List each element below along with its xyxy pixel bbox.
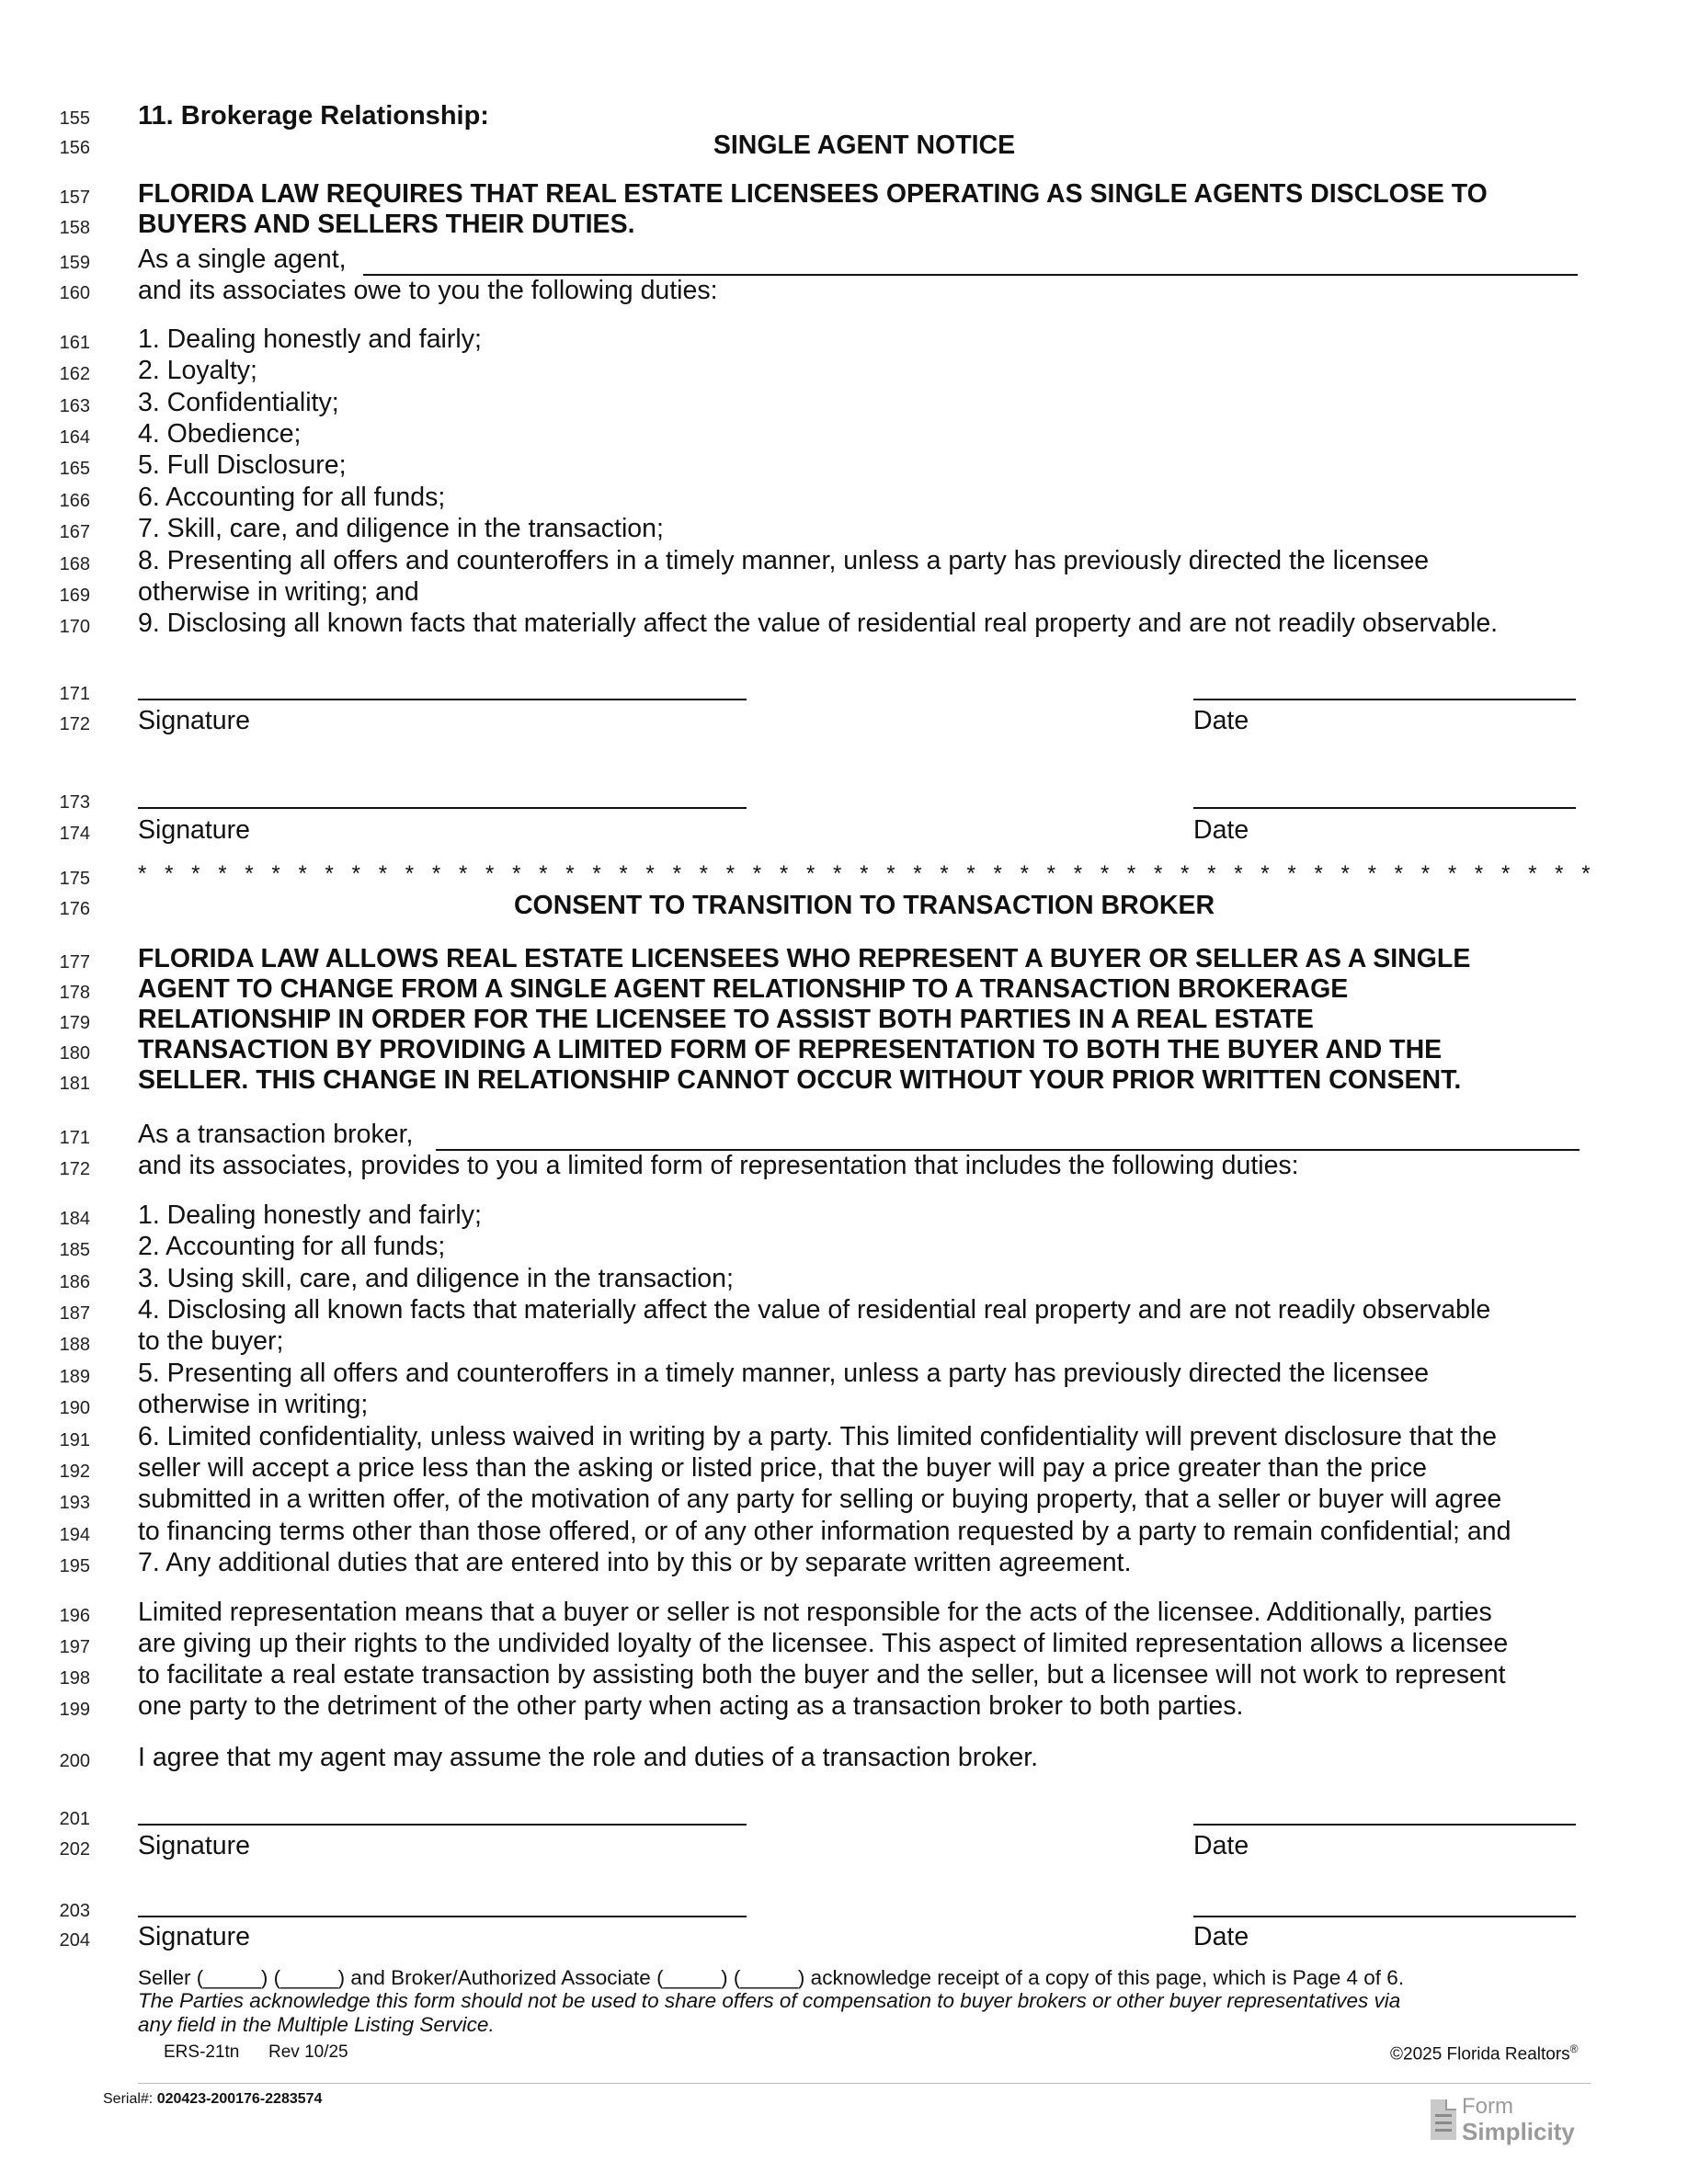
line-number: 173	[59, 792, 90, 813]
serial-value: 020423-200176-2283574	[156, 2091, 323, 2107]
consent-bold-line: FLORIDA LAW ALLOWS REAL ESTATE LICENSEES WHO REPRESENT A BUYER OR SELLER AS A SINGLE	[138, 944, 1471, 973]
date-label: Date	[1193, 1831, 1249, 1860]
single-duty-item: 6. Accounting for all funds;	[138, 483, 446, 512]
consent-bold-line: RELATIONSHIP IN ORDER FOR THE LICENSEE TO ASSIST BOTH PARTIES IN A REAL ESTATE	[138, 1005, 1314, 1034]
date-label: Date	[1193, 815, 1249, 845]
tb-duty-item: to the buyer;	[138, 1326, 284, 1356]
line-number: 160	[59, 283, 90, 303]
line-number: 162	[59, 364, 90, 384]
notice-bold-line: FLORIDA LAW REQUIRES THAT REAL ESTATE LICENSEES OPERATING AS SINGLE AGENTS DISCLOSE TO	[138, 179, 1488, 209]
line-number: 185	[59, 1240, 90, 1260]
logo-text-form: Form	[1462, 2094, 1513, 2119]
line-number: 178	[59, 983, 90, 1003]
line-number: 191	[59, 1430, 90, 1450]
line-number: 184	[59, 1209, 90, 1229]
single-duty-item: 1. Dealing honestly and fairly;	[138, 324, 482, 354]
line-number: 171	[59, 1128, 90, 1148]
line-number: 194	[59, 1525, 90, 1545]
line-number: 180	[59, 1043, 90, 1064]
form-simplicity-logo	[1431, 2094, 1605, 2147]
registered-mark: ®	[1569, 2042, 1579, 2055]
signature-label: Signature	[138, 1831, 251, 1860]
serial-label: Serial#:	[103, 2091, 154, 2107]
date-label: Date	[1193, 706, 1249, 735]
line-number: 181	[59, 1074, 90, 1094]
date-line[interactable]	[1193, 1916, 1576, 1917]
line-number: 174	[59, 824, 90, 844]
tb-duty-item: otherwise in writing;	[138, 1390, 369, 1419]
consent-bold-line: SELLER. THIS CHANGE IN RELATIONSHIP CANNOT OCCUR WITHOUT YOUR PRIOR WRITTEN CONSENT.	[138, 1065, 1462, 1095]
compensation-note: The Parties acknowledge this form should not be used to share offers of compensation to buyer brokers or other buyer representatives via	[138, 1989, 1401, 2012]
single-agent-owe-text: and its associates owe to you the following duties:	[138, 276, 718, 305]
single-agent-label: As a single agent,	[138, 245, 347, 274]
form-id: ERS-21tn	[164, 2042, 240, 2062]
line-number: 203	[59, 1901, 90, 1921]
line-number: 189	[59, 1367, 90, 1387]
single-agent-notice-title: SINGLE AGENT NOTICE	[713, 131, 1016, 160]
line-number: 202	[59, 1839, 90, 1860]
line-number: 172	[59, 1159, 90, 1179]
date-label: Date	[1193, 1922, 1249, 1951]
line-number: 165	[59, 459, 90, 479]
tb-duty-item: 5. Presenting all offers and counteroffers in a timely manner, unless a party has previously directed the licensee	[138, 1359, 1430, 1388]
document-icon	[1431, 2099, 1456, 2140]
signature-line[interactable]	[138, 699, 747, 700]
line-number: 187	[59, 1303, 90, 1324]
consent-title: CONSENT TO TRANSITION TO TRANSACTION BROKER	[513, 891, 1215, 920]
compensation-note: any field in the Multiple Listing Service.	[138, 2013, 495, 2036]
single-duty-item: 7. Skill, care, and diligence in the transaction;	[138, 514, 664, 543]
form-revision: Rev 10/25	[268, 2042, 348, 2062]
line-number: 156	[59, 138, 90, 158]
line-number: 161	[59, 333, 90, 353]
line-number: 188	[59, 1335, 90, 1355]
single-duty-item: 4. Obedience;	[138, 419, 302, 449]
single-duty-item: 9. Disclosing all known facts that materially affect the value of residential real property and are not readily observable.	[138, 609, 1499, 638]
consent-bold-line: AGENT TO CHANGE FROM A SINGLE AGENT RELATIONSHIP TO A TRANSACTION BROKERAGE	[138, 974, 1349, 1004]
copyright	[1390, 2042, 1579, 2065]
single-duty-item: 3. Confidentiality;	[138, 388, 339, 417]
line-number: 159	[59, 253, 90, 273]
line-number: 168	[59, 554, 90, 574]
line-number: 198	[59, 1668, 90, 1689]
line-number: 166	[59, 491, 90, 511]
limited-rep-line: to facilitate a real estate transaction by assisting both the buyer and the seller, but a licensee will not work to represent	[138, 1660, 1506, 1689]
notice-bold-line: BUYERS AND SELLERS THEIR DUTIES.	[138, 210, 635, 239]
tb-duty-item: 2. Accounting for all funds;	[138, 1232, 446, 1261]
line-number: 193	[59, 1493, 90, 1513]
line-number: 195	[59, 1556, 90, 1576]
line-number: 169	[59, 586, 90, 606]
signature-label: Signature	[138, 1922, 251, 1951]
limited-rep-line: one party to the detriment of the other party when acting as a transaction broker to both parties.	[138, 1691, 1244, 1721]
line-number: 192	[59, 1462, 90, 1482]
line-number: 177	[59, 952, 90, 973]
agree-statement: I agree that my agent may assume the role and duties of a transaction broker.	[138, 1743, 1039, 1772]
line-number: 197	[59, 1637, 90, 1657]
signature-line[interactable]	[138, 807, 747, 809]
tb-duty-item: 1. Dealing honestly and fairly;	[138, 1200, 482, 1230]
line-number: 199	[59, 1700, 90, 1720]
tb-duty-item: 4. Disclosing all known facts that materially affect the value of residential real property and are not readily observable	[138, 1295, 1491, 1325]
line-number: 186	[59, 1272, 90, 1292]
footer-divider	[138, 2083, 1591, 2084]
signature-label: Signature	[138, 706, 251, 735]
line-number: 170	[59, 617, 90, 637]
transaction-broker-provides-text: and its associates, provides to you a limited form of representation that includes the following duties:	[138, 1151, 1299, 1180]
line-number: 175	[59, 869, 90, 889]
serial-number	[103, 2091, 322, 2108]
date-line[interactable]	[1193, 699, 1576, 700]
line-number: 171	[59, 684, 90, 704]
signature-line[interactable]	[138, 1824, 747, 1826]
transaction-broker-label: As a transaction broker,	[138, 1120, 414, 1149]
single-duty-item: 2. Loyalty;	[138, 356, 257, 385]
line-number: 200	[59, 1751, 90, 1771]
date-line[interactable]	[1193, 1824, 1576, 1826]
limited-rep-line: are giving up their rights to the undivided loyalty of the licensee. This aspect of limited representation allows a licensee	[138, 1629, 1509, 1658]
line-number: 196	[59, 1606, 90, 1626]
logo-text-simplicity: Simplicity	[1462, 2118, 1575, 2145]
line-number: 155	[59, 108, 90, 129]
line-number: 163	[59, 396, 90, 416]
tb-duty-item: 7. Any additional duties that are entered into by this or by separate written agreement.	[138, 1548, 1132, 1577]
copyright-text: ©2025 Florida Realtors	[1390, 2044, 1570, 2065]
tb-duty-item: 3. Using skill, care, and diligence in the transaction;	[138, 1264, 734, 1293]
single-duty-item: otherwise in writing; and	[138, 577, 419, 607]
line-number: 179	[59, 1013, 90, 1033]
section-heading: 11. Brokerage Relationship:	[138, 101, 489, 131]
date-line[interactable]	[1193, 807, 1576, 809]
tb-duty-item: seller will accept a price less than the asking or listed price, that the buyer will pay a price greater than the price	[138, 1453, 1427, 1483]
line-number: 157	[59, 188, 90, 208]
acknowledge-receipt: Seller (_____) (_____) and Broker/Authorized Associate (_____) (_____) acknowledge receipt of a copy of this page, which is Page 4 of 6.	[138, 1966, 1405, 1989]
consent-bold-line: TRANSACTION BY PROVIDING A LIMITED FORM OF REPRESENTATION TO BOTH THE BUYER AND THE	[138, 1035, 1443, 1064]
tb-duty-item: submitted in a written offer, of the motivation of any party for selling or buying property, that a seller or buyer will agree	[138, 1484, 1502, 1514]
line-number: 164	[59, 427, 90, 448]
signature-label: Signature	[138, 815, 251, 845]
tb-duty-item: 6. Limited confidentiality, unless waived in writing by a party. This limited confidentiality will prevent disclosure that the	[138, 1422, 1497, 1451]
line-number: 201	[59, 1809, 90, 1829]
separator-stars: * * * * * * * * * * * * * * * * * * * * * * * * * * * * * * * * * * * * * * * * * * * * * * * * * * * * * * *	[138, 861, 1591, 886]
signature-line[interactable]	[138, 1916, 747, 1917]
line-number: 176	[59, 899, 90, 919]
tb-duty-item: to financing terms other than those offered, or of any other information requested by a party to remain confidential; and	[138, 1517, 1511, 1546]
single-duty-item: 5. Full Disclosure;	[138, 450, 347, 480]
single-duty-item: 8. Presenting all offers and counteroffers in a timely manner, unless a party has previously directed the licensee	[138, 546, 1430, 575]
line-number: 167	[59, 522, 90, 542]
line-number: 172	[59, 714, 90, 734]
line-number: 204	[59, 1930, 90, 1951]
limited-rep-line: Limited representation means that a buyer or seller is not responsible for the acts of the licensee. Additionally, parties	[138, 1598, 1492, 1627]
line-number: 158	[59, 218, 90, 238]
line-number: 190	[59, 1398, 90, 1418]
